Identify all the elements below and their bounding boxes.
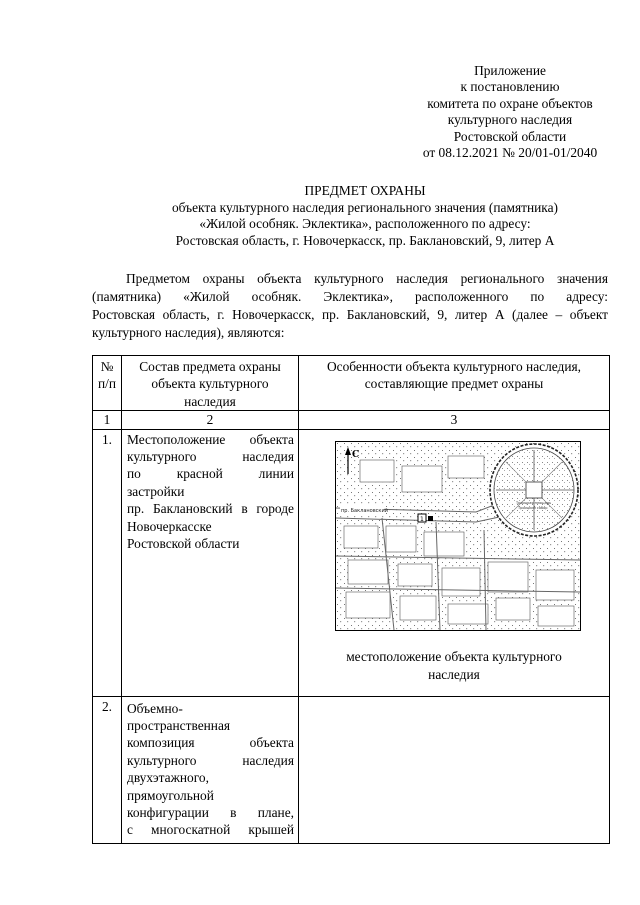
cell-line: конфигурации в плане, [127,805,294,821]
document-title [90,183,640,249]
appendix-line: комитета по охране объектов [427,95,593,111]
appendix-line: культурного наследия [447,112,573,128]
header-text: № [100,359,114,374]
map-cathedral-label: Троицкий собор [518,505,548,510]
cell-line: с многоскатной крышей [127,822,294,838]
header-text: Состав предмета охраны [139,359,281,374]
cell-line: пр. Баклановский в городе [127,501,294,517]
cell-line: двухэтажного, [127,770,209,786]
table-row [93,696,610,843]
object-marker-number: 1 [420,515,424,523]
composition-cell [122,696,299,843]
map-street-label: пр. Баклановский [341,507,388,514]
appendix-line: к постановлению [460,79,560,95]
map-caption [299,648,609,696]
features-cell [299,429,610,696]
table-row [93,429,610,696]
cell-line: культурного наследия [127,449,294,465]
column-number: 3 [299,411,610,429]
header-cell-composition [122,356,299,411]
map-square-label: Троицкая площадь [516,500,552,505]
location-map [335,441,581,631]
title-line: объекта культурного наследия регионального значения (памятника) [171,199,559,215]
cell-line: прямоугольной [127,787,214,803]
header-cell-features [299,356,610,411]
protection-table [92,355,610,844]
table-header-row [93,356,610,411]
cathedral-square [490,444,578,536]
cell-line: композиция объекта [127,735,294,751]
compass-label: С [352,449,360,460]
cell-line: Объемно- [127,700,183,716]
title-line: «Жилой особняк. Эклектика», расположенного по адресу: [199,216,531,232]
location-map-drawing [336,442,580,630]
row-number: 1. [93,429,122,696]
header-text: Особенности объекта культурного наследия, [326,359,582,374]
caption-line: местоположение объекта культурного [346,648,562,664]
appendix-line: Приложение [474,63,546,78]
cell-line: культурного наследия [127,752,294,768]
title-line: Ростовская область, г. Новочеркасск, пр. Баклановский, 9, литер А [175,232,555,248]
header-text: составляющие предмет охраны [364,376,544,392]
features-cell [299,696,610,843]
header-text: объекта культурного [151,376,269,392]
intro-line: (памятника) «Жилой особняк. Эклектика», расположенного по адресу: [92,289,608,304]
caption-line: наследия [428,666,480,682]
appendix-header [380,63,640,161]
cell-line: застройки [127,483,185,499]
cell-line: по красной линии [127,466,294,482]
header-text: п/п [97,376,117,392]
column-number-row [93,411,610,429]
intro-line: культурного наследия), являются: [92,325,285,340]
composition-cell [122,429,299,696]
row-number: 2. [93,696,122,843]
header-cell-number [93,356,122,411]
intro-line: Предметом охраны объекта культурного наследия регионального значения [126,271,608,286]
column-number: 2 [122,411,299,429]
cell-line: пространственная [127,718,231,734]
cell-line: Ростовской области [127,536,240,552]
cell-line: Новочеркасске [127,518,212,534]
column-number: 1 [93,411,122,429]
appendix-line: от 08.12.2021 № 20/01-01/2040 [422,145,598,161]
title-heading: ПРЕДМЕТ ОХРАНЫ [304,183,426,198]
intro-paragraph [92,270,608,342]
header-text: наследия [184,393,236,409]
appendix-line: Ростовской области [453,128,567,144]
intro-line: Ростовская область, г. Новочеркасск, пр. Баклановский, 9, литер А (далее – объект [92,307,608,322]
cell-line: Местоположение объекта [127,431,294,447]
